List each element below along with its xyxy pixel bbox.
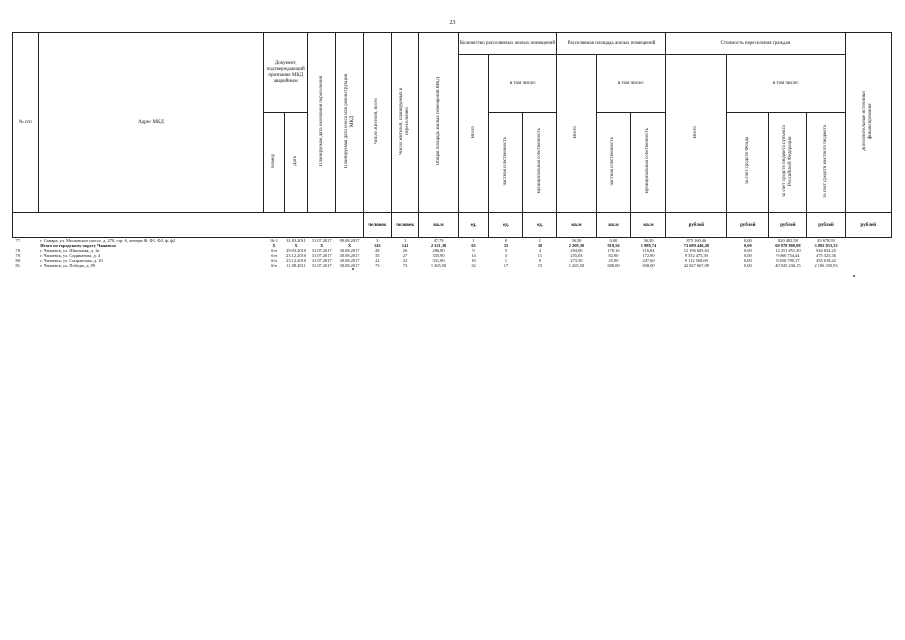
table-cell: 255,03 — [570, 253, 583, 258]
row-number-cell: 79. — [15, 253, 21, 258]
table-cell: 0,00 — [743, 258, 752, 263]
header-area-private: частная собственность — [610, 136, 616, 186]
table-cell: 42 827 667,09 — [683, 263, 709, 268]
table-cell: 3 — [504, 253, 508, 258]
table-cell: б/н — [270, 263, 277, 268]
table-cell: 35 — [503, 243, 509, 248]
address-cell: г. Чапаевск, ул. Школьная, д. 1в — [40, 248, 100, 253]
table-cell: 1 — [504, 258, 508, 263]
table-cell: 30.08.2017 — [339, 248, 360, 253]
table-cell: 11.08.2011 — [286, 263, 306, 268]
table-cell: 0 — [504, 238, 508, 243]
table-cell: 36,50 — [571, 238, 582, 243]
table-cell: 455 618,42 — [816, 258, 836, 263]
table-cell: 944 834,25 — [816, 248, 836, 253]
table-cell: 875 160,46 — [686, 238, 707, 243]
header-cost-local: за счет средств местного бюджета — [823, 124, 828, 198]
table-cell: 1 — [472, 238, 475, 243]
unit-cell: рублей — [727, 213, 769, 238]
table-cell: 2 106 350,93 — [814, 263, 838, 268]
header-document: Документ, подтверждающий признание МКД аварийным — [264, 33, 308, 113]
table-cell: X — [294, 243, 298, 248]
table-cell: 608,00 — [607, 263, 620, 268]
header-doc-number: Номер — [270, 154, 276, 168]
unit-cell: рублей — [769, 213, 807, 238]
table-cell: 12 251 851,30 — [775, 248, 801, 253]
address-cell: Итого по городскому округу Чапаевск — [40, 243, 117, 248]
table-cell: 0,00 — [609, 238, 618, 243]
table-cell: 22 — [375, 258, 380, 263]
table-cell: 658,00 — [642, 263, 655, 268]
header-rooms-count: Количество расселяемых жилых помещений — [458, 33, 557, 55]
table-cell: 23.12.2010 — [286, 253, 306, 258]
table-cell: 29.03.2010 — [286, 248, 306, 253]
unit-cell: ед. — [458, 213, 489, 238]
table-cell: 475 325,36 — [816, 253, 836, 258]
row-number-cell: 77. — [15, 238, 21, 243]
table-cell: 9 552 475,39 — [684, 253, 708, 258]
table-cell — [845, 263, 891, 268]
table-cell: 31.07.2017 — [311, 258, 332, 263]
header-additional-sources: Дополнительные источники финансирования — [862, 91, 874, 151]
table-cell: 10 — [471, 258, 476, 263]
table-cell: 73 — [375, 263, 380, 268]
table-cell: 26 — [402, 248, 408, 253]
table-cell: X — [347, 243, 352, 248]
table-cell: 9 — [472, 248, 475, 253]
table-cell: 3 882 953,33 — [814, 243, 838, 248]
table-cell: 17 — [503, 263, 509, 268]
table-body — [13, 238, 892, 269]
address-cell: г. Чапаевск, ул. Победы, д. 89 — [40, 263, 96, 268]
header-rooms-private: частная собственность — [502, 136, 508, 186]
table-cell: 273,50 — [570, 258, 583, 263]
table-cell: 12 196 685,63 — [683, 248, 709, 253]
table-cell: 30.08.2017 — [339, 263, 360, 268]
table-cell: 15 — [537, 263, 543, 268]
table-cell: б/н — [270, 248, 277, 253]
header-cost: Стоимость переселения граждан — [666, 33, 845, 55]
unit-cell: рублей — [666, 213, 727, 238]
table-cell: 335,90 — [432, 253, 445, 258]
table-cell: 0,00 — [743, 253, 752, 258]
header-rooms-including: в том числе: — [489, 55, 557, 113]
table-cell: 178,16 — [607, 248, 620, 253]
header-cost-fund: за счет средств Фонда — [744, 137, 750, 185]
table-cell: 65 — [471, 243, 476, 248]
table-cell: 31.07.2017 — [311, 238, 332, 243]
table-cell: 31.03.2011 — [286, 238, 306, 243]
table-cell: 16-1 — [269, 238, 278, 243]
table-cell: 919,56 — [607, 243, 620, 248]
table-cell: 0,00 — [743, 238, 752, 243]
table-cell: 47,79 — [433, 238, 444, 243]
unit-cell: ед. — [489, 213, 523, 238]
table-cell: 14 — [471, 253, 476, 258]
row-number-cell: 80. — [15, 258, 21, 263]
table-cell: 0,00 — [743, 248, 752, 253]
table-cell: 28 — [375, 248, 380, 253]
table-cell: 247,60 — [642, 258, 655, 263]
table-cell: 172,90 — [642, 253, 655, 258]
table-cell: 09.08.2017 — [339, 238, 360, 243]
table-cell: 22 — [402, 258, 408, 263]
header-area-total: Всего — [573, 125, 579, 139]
table-cell: 116,04 — [642, 248, 655, 253]
table-cell: 294,00 — [570, 248, 583, 253]
table-cell: 33 — [375, 253, 380, 258]
table-cell: 73 689 446,48 — [683, 243, 709, 248]
table-cell: 25,90 — [608, 258, 619, 263]
table-cell: X — [272, 243, 276, 248]
table-cell: 31.07.2017 — [311, 248, 332, 253]
header-area-municipal: муниципальная собственность — [645, 128, 651, 194]
table-cell: 31.07.2017 — [311, 263, 332, 268]
table-cell: б/н — [270, 258, 277, 263]
header-area-including: в том числе: — [596, 55, 666, 113]
header-planned-demolition: Планируемая дата сноса или реконструкции МКД — [343, 73, 355, 169]
table-cell: 30 — [537, 243, 543, 248]
scan-speck — [352, 268, 354, 270]
scan-speck — [853, 275, 855, 277]
header-rooms-total: Всего — [470, 125, 476, 139]
header-total-area: Общая площадь жилых помещений МКД — [435, 76, 441, 166]
header-residents-total: Число жителей, всего — [374, 97, 380, 145]
address-cell: г. Самара, ул. Московское шоссе, д. 270, стр. 6, литеры Ф, Ф1, Ф2, ф, ф2 — [40, 238, 176, 243]
table-cell: 331,00 — [432, 258, 445, 263]
address-cell: г. Чапаевск, ул. Сидикатова, д. 4 — [40, 253, 101, 258]
table-cell: 5 — [504, 248, 508, 253]
unit-cell: ед. — [523, 213, 557, 238]
table-cell: 36,50 — [643, 238, 654, 243]
table-cell: 30.08.2017 — [339, 258, 360, 263]
table-cell: 9 112 568,69 — [684, 258, 708, 263]
table-cell: 73 — [402, 263, 408, 268]
table-cell: 8 656 790,17 — [776, 258, 800, 263]
table-cell: 1 365,50 — [430, 263, 447, 268]
table-cell: 2 321,30 — [430, 243, 447, 248]
table-cell: 141 — [401, 243, 409, 248]
header-cost-including: в том числе: — [727, 55, 845, 113]
unit-cell: человек — [363, 213, 391, 238]
table-cell: 43 678,93 — [817, 238, 835, 243]
header-doc-date: Дата — [293, 156, 299, 166]
unit-cell: человек — [391, 213, 419, 238]
unit-cell: рублей — [845, 213, 891, 238]
header-rooms-area: Расселяемая площадь жилых помещений — [557, 33, 666, 55]
table-cell: 1 265,50 — [568, 263, 585, 268]
header-address: Адрес МКД — [38, 33, 263, 213]
table-cell: 31.07.2017 — [311, 253, 332, 258]
header-rooms-municipal: муниципальная собственность — [536, 128, 542, 194]
table-cell: 27 — [402, 253, 408, 258]
table-row — [13, 263, 892, 268]
table-cell: 1 889,74 — [640, 243, 657, 248]
units-row — [13, 213, 892, 238]
table-cell: X — [320, 243, 324, 248]
address-cell: г. Чапаевск, ул. Сызранская, д. 10 — [40, 258, 103, 263]
table-cell: 82,90 — [608, 253, 619, 258]
table-cell: 3 — [376, 238, 379, 243]
header-cost-subject: за счет средств бюджета субъекта Российской Федерации — [781, 125, 793, 197]
header-cost-total: Всего — [693, 125, 699, 139]
table-cell: 40 925 236,15 — [775, 263, 801, 268]
unit-cell: кв.м — [557, 213, 596, 238]
unit-cell: кв.м — [419, 213, 458, 238]
row-number-cell: 81. — [15, 263, 21, 268]
unit-cell: кв.м — [631, 213, 666, 238]
unit-cell: рублей — [807, 213, 845, 238]
table-cell: 23.12.2010 — [286, 258, 306, 263]
table-cell: 2 209,30 — [568, 243, 585, 248]
unit-cell: кв.м — [596, 213, 631, 238]
table-cell: 11 — [537, 253, 543, 258]
row-number-cell: 78. — [15, 248, 21, 253]
header-residents-to-move: Число жителей, планируемых к переселению — [399, 87, 411, 155]
table-cell: 143 — [374, 243, 381, 248]
header-planned-end: Планируемая дата окончания переселения — [318, 75, 324, 167]
table-cell: 0,00 — [743, 243, 752, 248]
table-cell: 286,80 — [432, 248, 445, 253]
table-cell: 32 — [471, 263, 476, 268]
table-cell: 1 — [403, 238, 407, 243]
table-cell: 820 482,58 — [778, 238, 798, 243]
table-cell: 9 — [538, 258, 541, 263]
table-cell: б/н — [270, 253, 277, 258]
header-num: № п/п — [13, 33, 39, 213]
page-number: 23 — [449, 20, 456, 26]
table-cell: 4 — [538, 248, 541, 253]
resettlement-table — [12, 32, 892, 268]
table-cell: 9 066 754,44 — [776, 253, 800, 258]
table-cell: 69 978 880,08 — [775, 243, 801, 248]
table-cell: 0,00 — [743, 263, 752, 268]
table-cell: 30.08.2017 — [339, 253, 360, 258]
table-cell: 1 — [538, 238, 541, 243]
